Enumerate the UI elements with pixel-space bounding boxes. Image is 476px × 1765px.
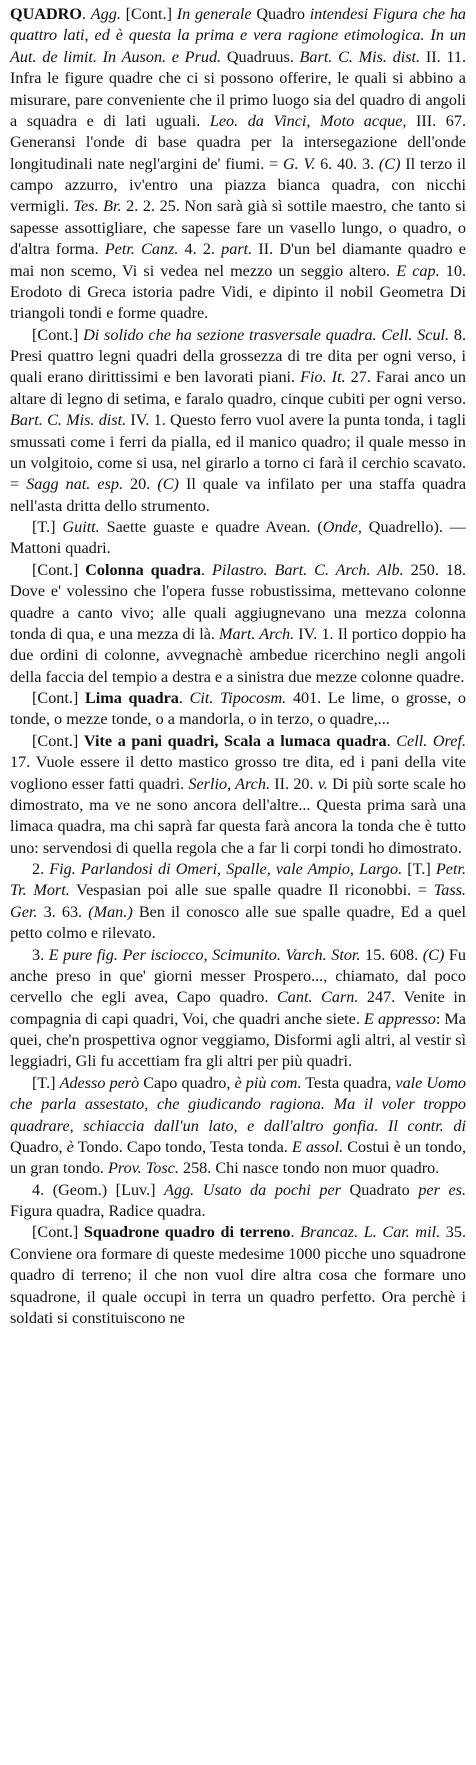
entry-paragraph xyxy=(10,731,466,859)
body-text: II. 20. xyxy=(270,774,318,793)
body-text: . xyxy=(386,731,397,750)
italic-text: E appresso xyxy=(363,1009,436,1028)
body-text: 247. Venite in compagnia di capi quadri, Voi, che quadri anche siete. xyxy=(10,988,466,1028)
dictionary-entry-quadro xyxy=(10,4,466,1329)
body-text: . xyxy=(200,560,212,579)
body-text: [T.] xyxy=(32,518,63,536)
italic-text: Cell. Oref. xyxy=(396,731,466,750)
italic-text: Brancaz. L. Car. mil. xyxy=(300,1223,441,1242)
body-text: 401. Le lime, o grosse, o tonde, o mezze tonde, o a mandorla, o in terzo, o quadre,... xyxy=(10,689,467,729)
body-text: 258. Chi nasce tondo non muor quadro. xyxy=(178,1159,440,1178)
italic-text: G. V. xyxy=(282,154,316,173)
italic-text: E pure fig. Per isciocco, Scimunito. Varch. Stor. xyxy=(48,945,361,964)
italic-text: (C) xyxy=(422,945,445,964)
italic-text: Pilastro. Bart. C. Arch. Alb. xyxy=(211,560,404,579)
body-text: 8. Presi quattro legni quadri della grossezza di tre dita per ogni verso, i quali erano dirittissimi e ben lavorati piani. xyxy=(10,325,466,387)
body-text: [T.] xyxy=(402,860,436,878)
italic-text: Guitt. xyxy=(62,518,100,536)
body-text: 3. 63. xyxy=(37,902,89,921)
italic-text: Prov. Tosc. xyxy=(108,1159,179,1178)
body-text: Quadruus. xyxy=(221,47,300,66)
italic-text: Adesso però xyxy=(59,1073,140,1092)
body-text: 17. Vuole essere il detto mastico grosso tre dita, ed i pani della vite vogliono esser fatti quadri. xyxy=(10,753,466,793)
body-text: Costui è un tondo, un gran tondo. xyxy=(10,1137,467,1178)
entry-paragraph xyxy=(10,1180,466,1223)
italic-text: Di solido che ha sezione trasversale quadra. Cell. Scul. xyxy=(83,325,450,344)
italic-text: Tass. Ger. xyxy=(10,881,466,921)
headword: Colonna quadra xyxy=(85,560,201,579)
entry-paragraph xyxy=(10,1073,466,1180)
body-text: 35. Conviene ora formare di queste medesime 1000 picche uno squadrone quadro di terreno; il che non vuol dire altra cosa che formare uno squadrone, il quale occupi in terra un quadro perfetto. Ora perchè i soldati si constituiscono ne xyxy=(10,1223,467,1327)
italic-text: intendesi Figura che ha quattro lati, ed è questa la prima e vera ragione etimologica. In un Aut. de limit. In Auson. e Prud. xyxy=(10,5,467,66)
body-text: : Ma quei, che'n prospettiva ognor veggiamo, Disformi agli altri, al vestir sì leggiadri, Gli fu accettiam fra gli altri per più quadri. xyxy=(10,1009,466,1071)
entry-paragraph xyxy=(10,560,466,688)
italic-text: per es. xyxy=(418,1180,467,1199)
entry-paragraph xyxy=(10,1222,466,1329)
body-text: Il quale va infilato per una staffa quadra nell'asta dritta dello strumento. xyxy=(10,475,466,515)
body-text: Vespasian poi alle sue spalle quadre Il riconobbi. = xyxy=(69,881,434,900)
body-text: [Cont.] xyxy=(32,731,84,750)
body-text: IV. 1. Il portico doppio ha due ordini di colonne, avvegnachè ambedue ricerchino negli angoli della faccia del tempio a destra e a sinistra due mezze colonne quadre. xyxy=(10,624,467,686)
entry-paragraph xyxy=(10,517,466,560)
headword: Vite a pani quadri, Scala a lumaca quadra xyxy=(83,731,387,750)
body-text: Tondo. Capo tondo, Testa tonda. xyxy=(73,1137,292,1156)
italic-text: è più com. xyxy=(234,1073,302,1092)
body-text: Il terzo il campo azzurro, iv'entro una piazza bianca quadra, con nicchi vermigli. xyxy=(10,154,467,216)
italic-text: Tes. Br. xyxy=(73,197,122,216)
italic-text: Bart. C. Mis. dist. xyxy=(299,47,421,66)
body-text: 250. 18. Dove e' volessino che l'opera fusse robustissima, mettevano colonne quadre a canto vivo; alle quali aggiugnevano una mezza colonna tonda di qua, e una mezza di là. xyxy=(10,560,467,643)
italic-text: Sagg nat. esp. xyxy=(26,475,124,494)
italic-text: Agg. xyxy=(90,5,121,23)
body-text: Quadro xyxy=(251,5,310,23)
body-text: 4. 2. xyxy=(178,240,222,259)
body-text: Capo quadro, xyxy=(139,1073,235,1092)
italic-text: Petr. Tr. Mort. xyxy=(10,860,467,900)
body-text: [Cont.] xyxy=(120,5,177,23)
headword: Lima quadra xyxy=(84,689,179,707)
body-text: . xyxy=(81,5,91,23)
headword: Squadrone quadro di terreno xyxy=(83,1223,291,1242)
body-text: 2. xyxy=(32,860,50,878)
body-text: Di più sorte scale ho dimostrato, ma ve ne sono ancora dell'altre... Questa prima sarà una limaca quadra, ma chi saprà far questa farà ancora la tonda che è tutto uno: servendosi di quella regola che a far li corpi tondi ho dimostrato. xyxy=(10,774,466,857)
body-text: [Cont.] xyxy=(32,560,86,579)
entry-paragraph xyxy=(10,4,466,325)
italic-text: Fig. Parlandosi di Omeri, Spalle, vale Ampio, Largo. xyxy=(49,860,403,878)
italic-text: Cant. Carn. xyxy=(276,988,359,1007)
body-text: 3. xyxy=(32,945,49,964)
italic-text: Onde, xyxy=(322,518,362,536)
body-text: Saette guaste e quadre Avean. ( xyxy=(99,518,323,536)
headword: QUADRO xyxy=(10,5,82,23)
italic-text: Fio. It. xyxy=(300,368,346,387)
body-text: Quadrato xyxy=(340,1180,419,1199)
entry-paragraph xyxy=(10,945,466,1073)
body-text: 10. Erodoto di Greca istoria padre Vidi, e dipinto il nobil Geometra Di triangoli tondi e forme quadre. xyxy=(10,261,467,323)
italic-text: Agg. Usato da pochi per xyxy=(164,1180,341,1199)
body-text: 27. Farai anco un altare di legno di setima, e faralo quadro, cinque cubiti per ogni verso. xyxy=(10,368,466,408)
entry-paragraph xyxy=(10,688,466,731)
body-text: Fu anche preso in que' giorni messer Prospero..., chiamato, dal poco cervello che egli avea, Capo quadro. xyxy=(10,945,466,1007)
italic-text: (C) xyxy=(157,475,179,494)
italic-text: v. xyxy=(317,774,328,793)
body-text: II. 11. Infra le figure quadre che ci si possono offerire, le quali si abbino a misurare, pare conveniente che il primo luogo sia del quadro di angoli a squadra e di lati uguali. xyxy=(10,47,466,130)
entry-paragraph xyxy=(10,325,466,517)
body-text: [Cont.] xyxy=(32,1223,84,1242)
italic-text: E cap. xyxy=(396,261,440,280)
body-text: . xyxy=(178,689,190,707)
body-text: Ben il conosco alle sue spalle quadre, Ed a quel petto colmo e rilevato. xyxy=(10,902,466,943)
body-text: 20. xyxy=(123,475,158,494)
italic-text: Serlio, Arch. xyxy=(188,774,270,793)
body-text: 15. 608. xyxy=(360,945,423,964)
body-text: II. D'un bel diamante quadro e mai non scemo, Vi si vedea nel mezzo un seggio altero. xyxy=(10,240,466,280)
body-text: Quadrello). — Mattoni quadri. xyxy=(10,518,466,558)
body-text: [Cont.] xyxy=(32,689,85,707)
body-text: 4. (Geom.) [Luv.] xyxy=(32,1180,165,1199)
entry-paragraph xyxy=(10,859,466,945)
body-text: IV. 1. Questo ferro vuol avere la punta tonda, i tagli smussati come i ferri da pialla, ed il manico quadro; il quale messo in un volgitoio, come si usa, nel girarlo a torno ci farà il cerchio scavato. = xyxy=(10,411,467,494)
body-text: III. 67. Generansi l'onde di base quadra per la intersegazione dell'onde longitudinali nate negl'argini de' fiumi. = xyxy=(10,111,466,173)
italic-text: Bart. C. Mis. dist. xyxy=(10,411,127,430)
body-text: [T.] xyxy=(32,1073,60,1092)
italic-text: (Man.) xyxy=(88,902,133,921)
italic-text: Mart. Arch. xyxy=(219,624,295,643)
italic-text: E assol. xyxy=(291,1137,344,1156)
italic-text: Petr. Canz. xyxy=(104,240,179,259)
italic-text: è xyxy=(66,1137,74,1156)
body-text: 2. 2. 25. Non sarà già sì sottile maestro, che tanto si sapesse assottigliare, che sapesse fare un vasello lungo, o quadro, o d'altra forma. xyxy=(10,197,466,259)
italic-text: Leo. da Vinci, Moto acque, xyxy=(209,111,407,130)
italic-text: In generale xyxy=(176,5,252,23)
body-text: 6. 40. 3. xyxy=(315,154,379,173)
body-text: Figura quadra, Radice quadra. xyxy=(10,1202,206,1220)
body-text: . xyxy=(290,1223,301,1242)
italic-text: Cit. Tipocosm. xyxy=(189,689,287,707)
body-text: Testa quadra, xyxy=(301,1073,396,1092)
italic-text: vale Uomo che parla assestato, che giudicando ragiona. Ma il voler troppo quadrare, schiaccia dall'un lato, e dall'altro gonfia. Il contr. di xyxy=(10,1073,466,1135)
italic-text: part. xyxy=(221,240,253,259)
italic-text: (C) xyxy=(378,154,401,173)
body-text: [Cont.] xyxy=(32,325,84,344)
body-text: Quadro, xyxy=(10,1137,67,1156)
